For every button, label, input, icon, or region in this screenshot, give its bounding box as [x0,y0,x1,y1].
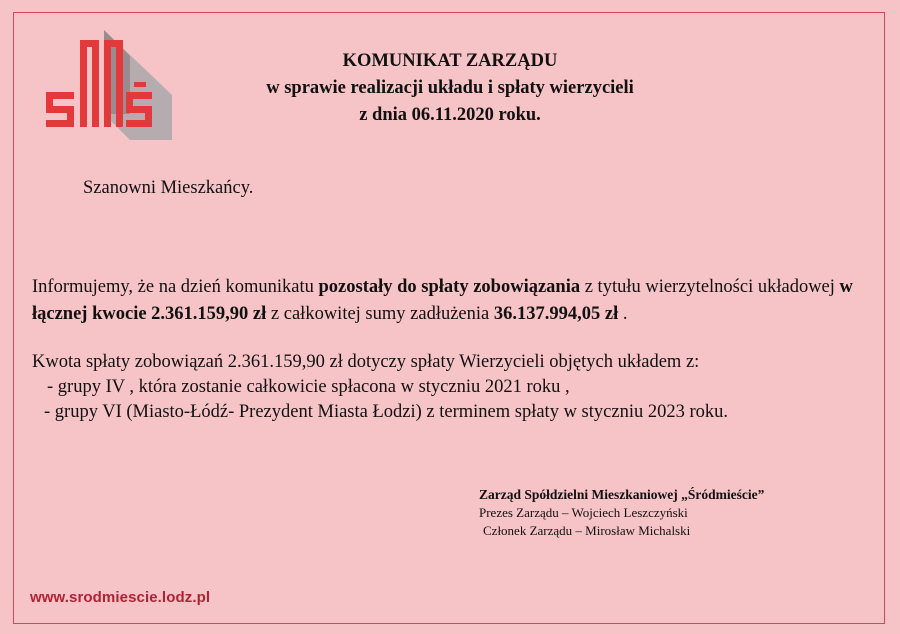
website-link[interactable]: www.srodmiescie.lodz.pl [30,589,211,606]
sms-logo [42,30,172,140]
para1-bold-obligations: pozostały do spłaty zobowiązania [318,277,581,297]
signature-block [479,486,764,540]
para1-bold-amount: w łącznej kwocie 2.361.159,90 zł [32,277,853,324]
header-title: KOMUNIKAT ZARZĄDU [342,51,558,71]
list-item-group-vi: - grupy VI (Miasto-Łódź- Prezydent Miasta Łodzi) z terminem spłaty w styczniu 2023 roku. [44,402,728,422]
header-date: z dnia 06.11.2020 roku. [359,105,541,125]
para1-text-2: z tytułu wierzytelności układowej [580,277,840,297]
list-item-group-iv: - grupy IV , która zostanie całkowicie spłacona w styczniu 2021 roku , [47,377,570,397]
para2-intro: Kwota spłaty zobowiązań 2.361.159,90 zł dotyczy spłaty Wierzycieli objętych układem z: [32,352,700,372]
header-subtitle: w sprawie realizacji układu i spłaty wierzycieli [266,78,634,98]
para1-text-4: . [618,304,628,324]
paragraph-creditor-groups [32,350,882,425]
signature-organization: Zarząd Spółdzielni Mieszkaniowej „Śródmieście” [479,487,765,502]
signature-president: Prezes Zarządu – Wojciech Leszczyński [479,505,688,520]
greeting: Szanowni Mieszkańcy. [83,178,254,198]
announcement-header [190,48,710,129]
para1-bold-total-debt: 36.137.994,05 zł [493,304,619,324]
para1-text-1: Informujemy, że na dzień komunikatu [32,277,319,297]
signature-board-member: Członek Zarządu – Mirosław Michalski [483,523,691,538]
paragraph-remaining-debt [32,274,882,328]
para1-text-3: z całkowitej sumy zadłużenia [266,304,494,324]
